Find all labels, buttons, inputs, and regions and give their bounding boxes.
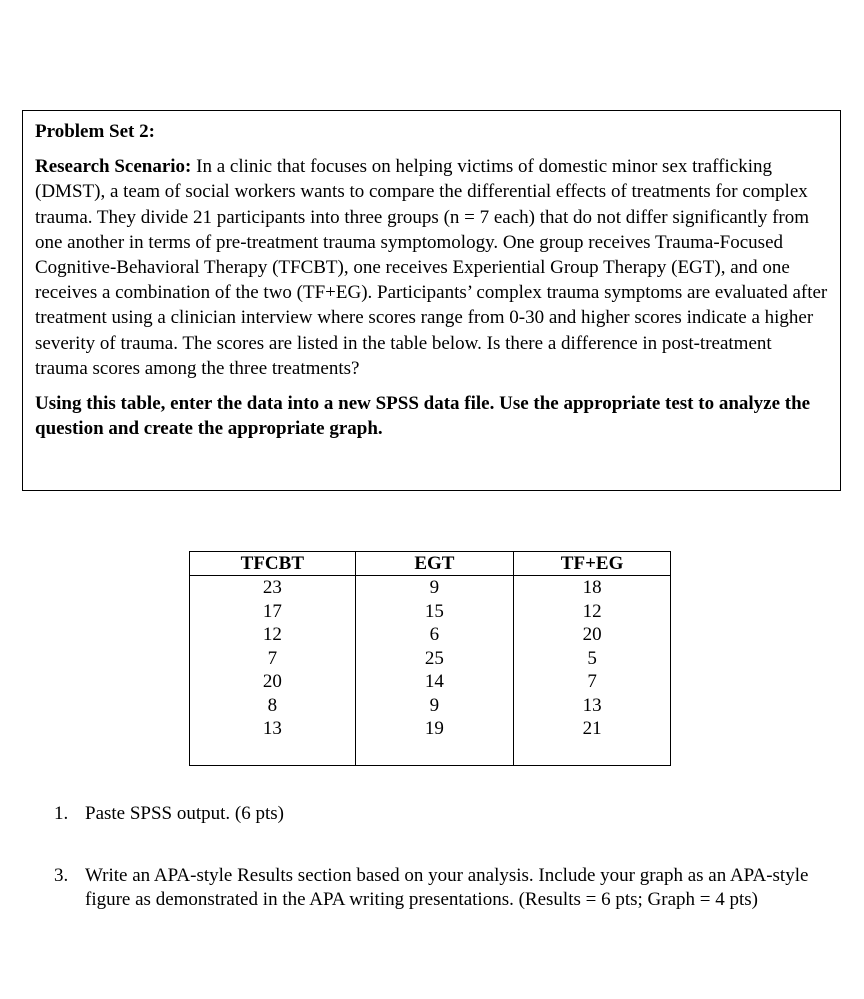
question-list <box>54 802 814 912</box>
instructions: Using this table, enter the data into a new SPSS data file. Use the appropriate test to analyze the question and create the appropriate graph. <box>35 393 811 440</box>
scenario-label: Research Scenario: <box>35 156 192 178</box>
table-cell: 19 <box>355 717 513 741</box>
table-cell: 14 <box>355 670 513 694</box>
table-cell: 21 <box>514 717 671 741</box>
table-row <box>190 670 671 694</box>
table-cell: 5 <box>514 647 671 671</box>
question-text: Paste SPSS output. (6 pts) <box>85 803 285 824</box>
table-cell-empty <box>355 741 513 766</box>
question-text: Write an APA-style Results section based on your analysis. Include your graph as an APA-style figure as demonstrated in the APA writing presentations. (Results = 6 pts; Graph = 4 pts) <box>85 865 809 910</box>
table-cell: 12 <box>514 600 671 624</box>
table-cell: 12 <box>190 623 356 647</box>
table-cell: 18 <box>514 576 671 600</box>
table-cell: 7 <box>190 647 356 671</box>
problem-set-box <box>22 110 841 491</box>
table-header-row <box>190 552 671 576</box>
table-cell: 6 <box>355 623 513 647</box>
table-cell: 7 <box>514 670 671 694</box>
table-cell: 17 <box>190 600 356 624</box>
table-cell: 9 <box>355 694 513 718</box>
header-egt: EGT <box>355 552 513 576</box>
question-item <box>54 802 814 826</box>
header-tfcbt: TFCBT <box>190 552 356 576</box>
problem-set-title: Problem Set 2: <box>35 121 155 142</box>
table-cell-empty <box>190 741 356 766</box>
question-number: 1. <box>54 803 69 824</box>
table-row <box>190 694 671 718</box>
table-cell: 23 <box>190 576 356 600</box>
table-row <box>190 647 671 671</box>
question-spacer <box>54 826 814 864</box>
table-row <box>190 717 671 741</box>
table-row <box>190 576 671 600</box>
table-cell: 25 <box>355 647 513 671</box>
table-cell: 15 <box>355 600 513 624</box>
scores-table <box>189 551 671 766</box>
table-row <box>190 623 671 647</box>
research-scenario <box>35 154 828 381</box>
question-item <box>54 864 814 912</box>
table-cell: 20 <box>514 623 671 647</box>
table-cell: 20 <box>190 670 356 694</box>
table-cell-empty <box>514 741 671 766</box>
question-number: 3. <box>54 865 69 886</box>
header-tf-eg: TF+EG <box>514 552 671 576</box>
table-cell: 13 <box>190 717 356 741</box>
table-empty-row <box>190 741 671 766</box>
table-row <box>190 600 671 624</box>
table-cell: 13 <box>514 694 671 718</box>
scenario-text: In a clinic that focuses on helping victims of domestic minor sex trafficking (DMST), a team of social workers wants to compare the differential effects of treatments for complex trauma. They divide 21 participants into three groups (n = 7 each) that do not differ significantly from one another in terms of pre-treatment trauma symptomology. One group receives Trauma-Focused Cognitive-Behavioral Therapy (TFCBT), one receives Experiential Group Therapy (EGT), and one receives a combination of the two (TF+EG). Participants’ complex trauma symptoms are evaluated after treatment using a clinician interview where scores range from 0-30 and higher scores indicate a higher severity of trauma. The scores are listed in the table below. Is there a difference in post-treatment trauma scores among the three treatments? <box>35 156 828 379</box>
table-cell: 9 <box>355 576 513 600</box>
table-cell: 8 <box>190 694 356 718</box>
